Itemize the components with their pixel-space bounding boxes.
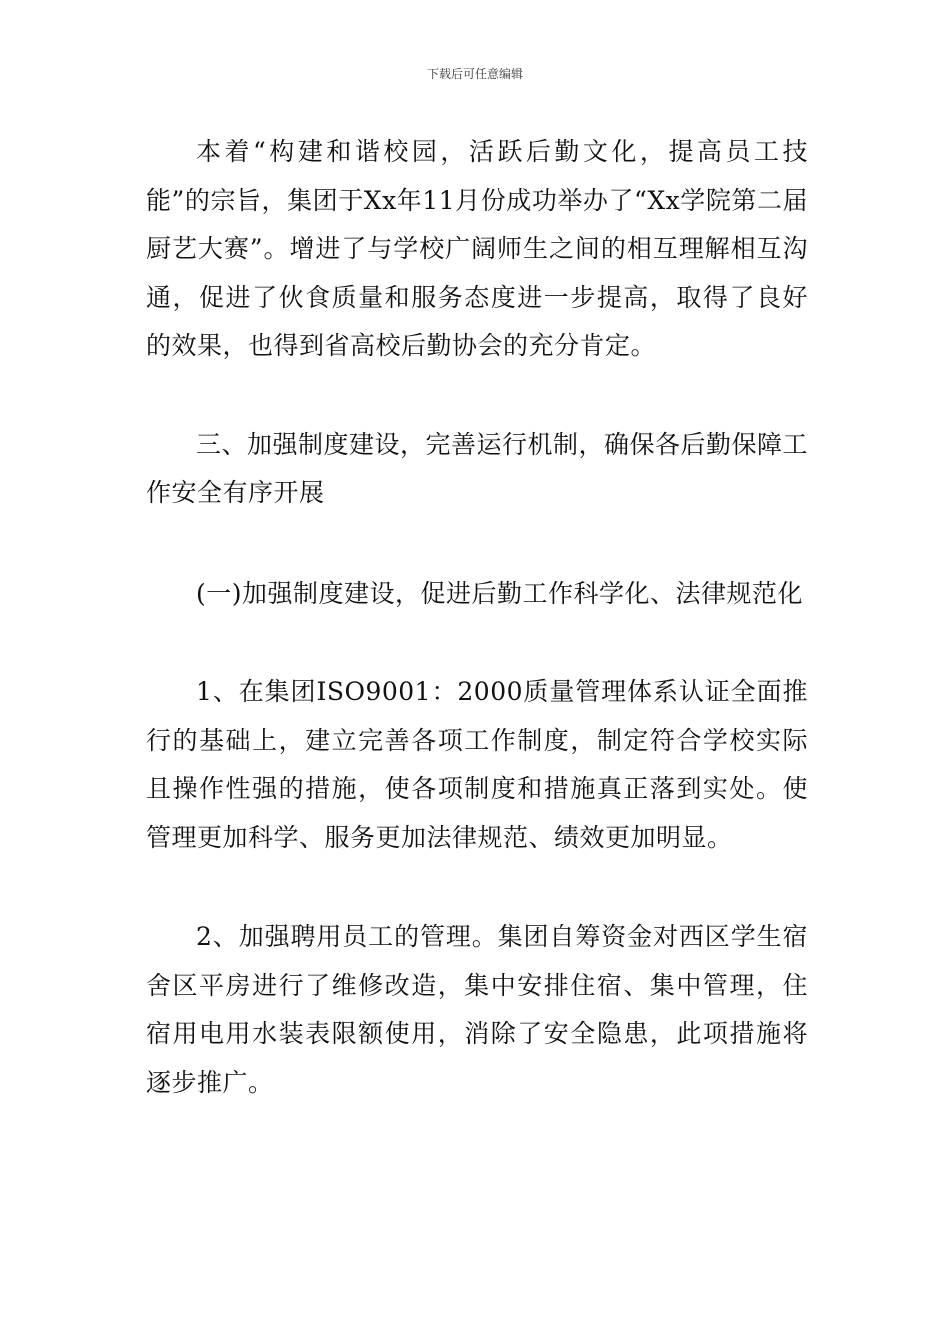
paragraph-cooking-contest: 本着“构建和谐校园，活跃后勤文化，提高员工技能”的宗旨，集团于Xx年11月份成功举办了“Xx学院第二届厨艺大赛”。增进了与学校广阔师生之间的相互理解相互沟通，促进了伙食质量和服务态度进一步提高，取得了良好的效果，也得到省高校后勤协会的充分肯定。 bbox=[146, 137, 808, 360]
paragraph-item-2: 2、加强聘用员工的管理。集团自筹资金对西区学生宿舍区平房进行了维修改造，集中安排住宿、集中管理，住宿用电用水装表限额使用，消除了安全隐患，此项措施将逐步推广。 bbox=[146, 922, 808, 1097]
paragraph-item-1: 1、在集团ISO9001：2000质量管理体系认证全面推行的基础上，建立完善各项工作制度，制定符合学校实际且操作性强的措施，使各项制度和措施真正落到实处。使管理更加科学、服务更加法律规范、绩效更加明显。 bbox=[146, 677, 808, 852]
subsection-heading-one: (一)加强制度建设，促进后勤工作科学化、法律规范化 bbox=[196, 578, 804, 608]
section-heading-three: 三、加强制度建设，完善运行机制，确保各后勤保障工作安全有序开展 bbox=[146, 429, 809, 507]
page-header: 下载后可任意编辑 bbox=[426, 67, 523, 81]
document-body bbox=[146, 128, 808, 1107]
